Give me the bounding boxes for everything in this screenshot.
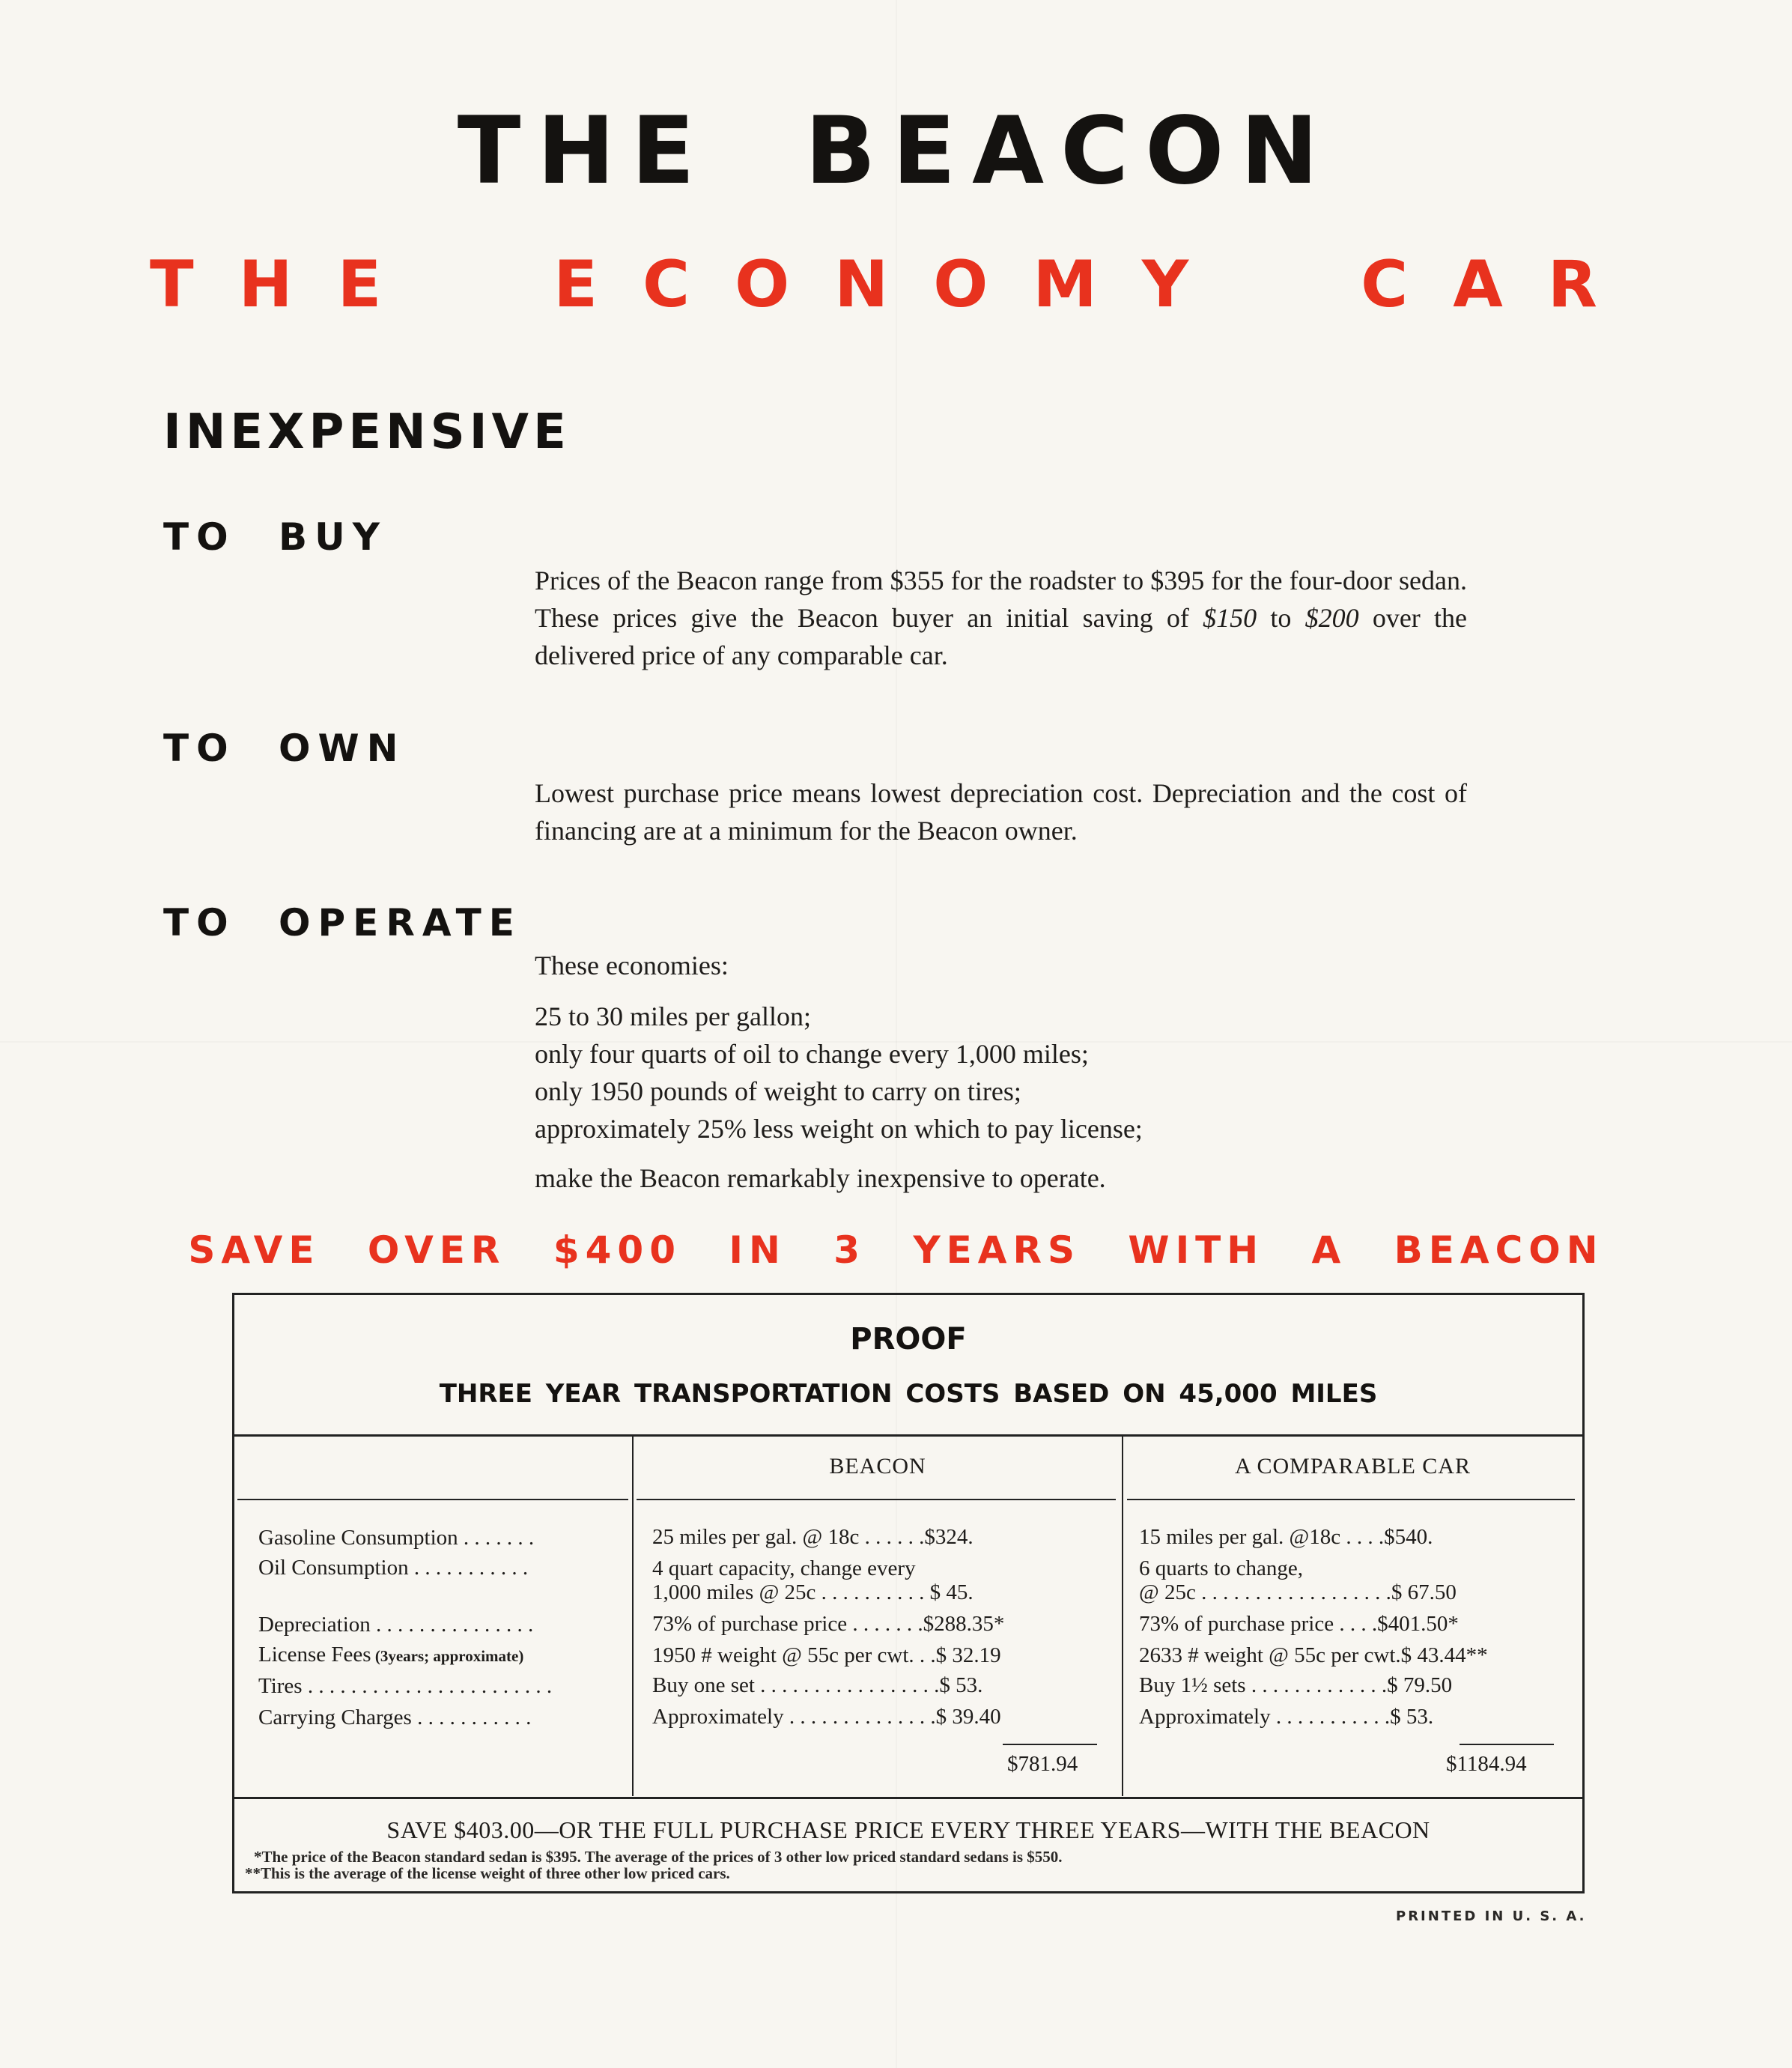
proof-table-box [232, 1293, 1585, 1893]
economies-outro: make the Beacon remarkably inexpensive to operate. [535, 1163, 1106, 1193]
proof-subtitle: THREE YEAR TRANSPORTATION COSTS BASED ON 45,000 MILES [439, 1379, 1378, 1409]
beacon-gasoline: 25 miles per gal. @ 18c . . . . . .$324. [652, 1525, 974, 1549]
beacon-column-rule [637, 1499, 1116, 1500]
heading-to-buy: TO BUY [163, 515, 387, 559]
to-buy-text-2: to [1257, 603, 1305, 633]
comparable-oil-line-1: 6 quarts to change, [1139, 1556, 1304, 1580]
page-title: THE BEACON [457, 97, 1335, 205]
page-subtitle: THE ECONOMY CAR [149, 247, 1643, 322]
row-label-license [258, 1643, 610, 1667]
comparable-carrying: Approximately . . . . . . . . . . .$ 53. [1139, 1705, 1434, 1729]
license-label-text: License Fees [258, 1643, 371, 1667]
comparable-total: $1184.94 [1446, 1752, 1527, 1776]
row-label-gasoline: Gasoline Consumption . . . . . . . [258, 1526, 535, 1550]
to-buy-amount-low: $150 [1203, 603, 1257, 633]
to-buy-amount-high: $200 [1304, 603, 1359, 633]
beacon-depreciation: 73% of purchase price . . . . . . .$288.35* [652, 1612, 1005, 1636]
comparable-total-rule [1460, 1744, 1554, 1745]
row-label-carrying: Carrying Charges . . . . . . . . . . . [258, 1705, 532, 1729]
comparable-gasoline: 15 miles per gal. @18c . . . .$540. [1139, 1525, 1433, 1549]
comparable-tires: Buy 1½ sets . . . . . . . . . . . . .$ 79.50 [1139, 1673, 1453, 1697]
beacon-total: $781.94 [1007, 1752, 1078, 1776]
economies-intro: These economies: [535, 950, 729, 980]
beacon-tires: Buy one set . . . . . . . . . . . . . . . . .$ 53. [652, 1673, 983, 1697]
save-footer: SAVE $403.00—OR THE FULL PURCHASE PRICE EVERY THREE YEARS—WITH THE BEACON [386, 1816, 1430, 1843]
column-divider-2 [1122, 1437, 1123, 1796]
column-divider-1 [632, 1437, 634, 1796]
row-label-depreciation: Depreciation . . . . . . . . . . . . . . . [258, 1613, 534, 1637]
economy-item: 25 to 30 miles per gallon; [535, 1001, 811, 1031]
column-header-comparable: A COMPARABLE CAR [1235, 1454, 1471, 1479]
save-headline: SAVE OVER $400 IN 3 YEARS WITH A BEACON [188, 1228, 1604, 1272]
to-own-paragraph: Lowest purchase price means lowest depreciation cost. Depreciation and the cost of financing are at a minimum for the Beacon owner. [535, 778, 1467, 846]
economy-item: approximately 25% less weight on which to pay license; [535, 1114, 1143, 1144]
beacon-license: 1950 # weight @ 55c per cwt. . .$ 32.19 [652, 1643, 1001, 1667]
table-footer-rule [234, 1797, 1582, 1799]
economy-item: only four quarts of oil to change every 1,000 miles; [535, 1039, 1089, 1069]
printed-in-usa: PRINTED IN U. S. A. [1396, 1908, 1587, 1924]
comparable-column-rule [1127, 1499, 1575, 1500]
label-column-rule [237, 1499, 628, 1500]
comparable-license: 2633 # weight @ 55c per cwt.$ 43.44** [1139, 1643, 1488, 1667]
to-buy-text-1: Prices of the Beacon range from $355 for the roadster to $395 for the four-door sedan. These prices give the Beacon buyer an initial saving of [535, 565, 1467, 633]
heading-to-operate: TO OPERATE [163, 901, 522, 944]
heading-inexpensive: INEXPENSIVE [163, 404, 571, 460]
comparable-oil-line-2: @ 25c . . . . . . . . . . . . . . . . . .$ 67.50 [1139, 1580, 1457, 1604]
beacon-carrying: Approximately . . . . . . . . . . . . . .$ 39.40 [652, 1705, 1001, 1729]
row-label-tires: Tires . . . . . . . . . . . . . . . . . . . . . . . [258, 1674, 553, 1698]
beacon-oil-line-1: 4 quart capacity, change every [652, 1556, 916, 1580]
footnote-price: *The price of the Beacon standard sedan is $395. The average of the prices of 3 other low priced standard sedans is $550. [254, 1848, 1063, 1866]
column-header-beacon: BEACON [829, 1454, 926, 1479]
beacon-oil-line-2: 1,000 miles @ 25c . . . . . . . . . . $ 45. [652, 1580, 974, 1604]
proof-title: PROOF [850, 1322, 967, 1356]
beacon-total-rule [1003, 1744, 1097, 1745]
to-buy-paragraph [535, 562, 1467, 674]
economy-item: only 1950 pounds of weight to carry on tires; [535, 1076, 1021, 1106]
row-label-oil: Oil Consumption . . . . . . . . . . . [258, 1556, 529, 1580]
footnote-weight: **This is the average of the license weight of three other low priced cars. [245, 1864, 730, 1882]
table-header-rule [234, 1434, 1582, 1437]
license-label-note: (3years; approximate) [371, 1647, 524, 1665]
heading-to-own: TO OWN [163, 727, 406, 770]
comparable-depreciation: 73% of purchase price . . . .$401.50* [1139, 1612, 1459, 1636]
to-buy-text-3: over the delivered price of any comparable car. [535, 603, 1467, 670]
